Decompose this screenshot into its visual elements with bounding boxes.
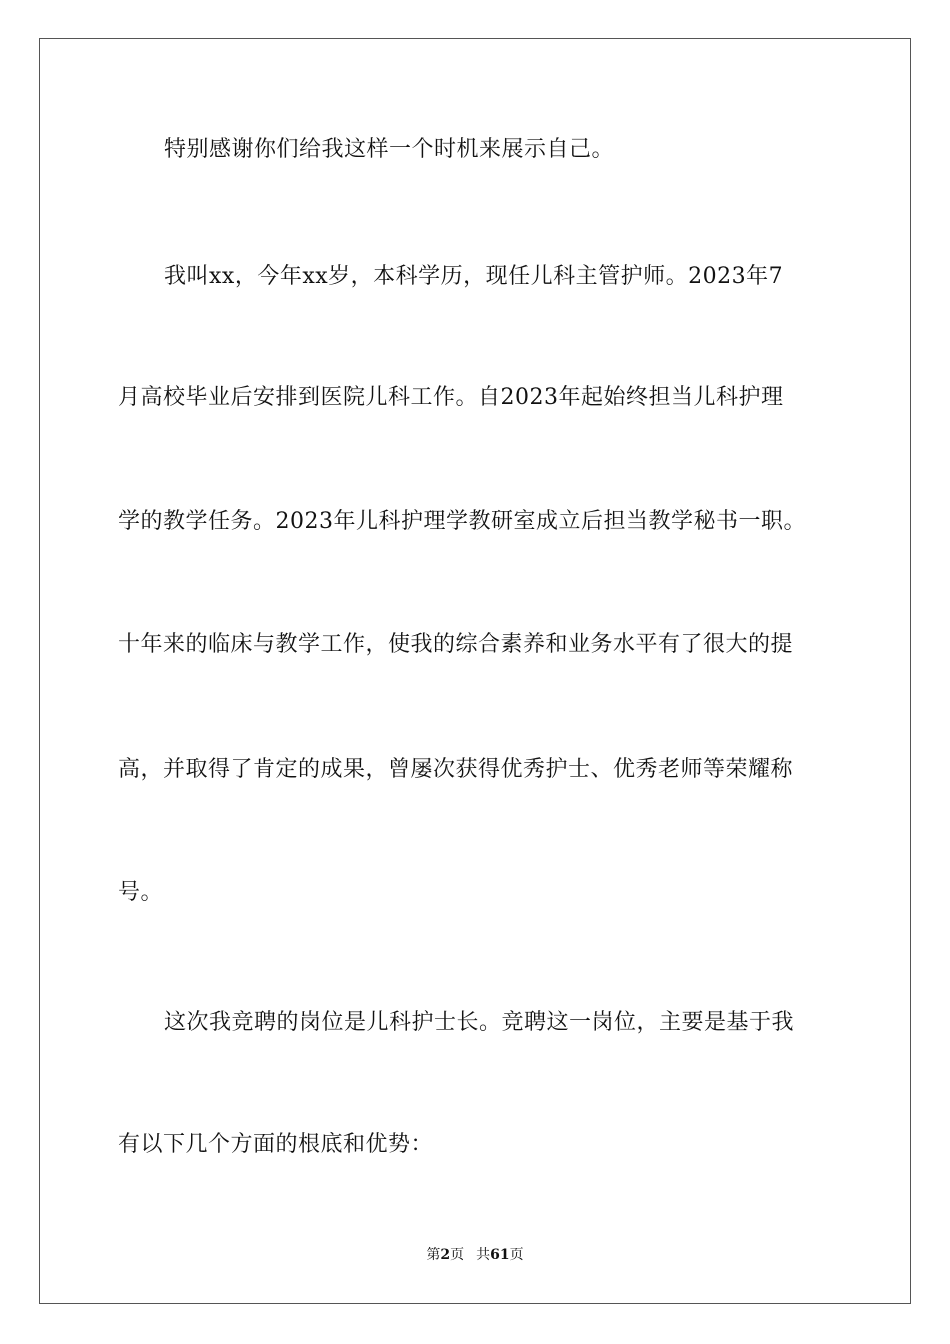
paragraph-line: 月高校毕业后安排到医院儿科工作。自2023年起始终担当儿科护理 — [118, 385, 784, 410]
paragraph-line: 我叫xx，今年xx岁，本科学历，现任儿科主管护师。2023年7 — [164, 264, 784, 289]
page-number: 2 — [440, 1247, 451, 1263]
paragraph-line: 十年来的临床与教学工作，使我的综合素养和业务水平有了很大的提 — [118, 632, 794, 657]
paragraph-line: 这次我竞聘的岗位是儿科护士长。竞聘这一岗位，主要是基于我 — [164, 1010, 795, 1035]
paragraph-line: 高，并取得了肯定的成果，曾屡次获得优秀护士、优秀老师等荣耀称 — [118, 757, 794, 782]
page-border — [39, 38, 911, 1304]
total-prefix: 共 — [476, 1247, 491, 1263]
paragraph-line: 学的教学任务。2023年儿科护理学教研室成立后担当教学秘书一职。 — [118, 509, 806, 534]
paragraph-line: 特别感谢你们给我这样一个时机来展示自己。 — [164, 137, 615, 162]
paragraph-line: 有以下几个方面的根底和优势： — [118, 1132, 434, 1157]
paragraph-line: 号。 — [118, 880, 164, 905]
page-footer — [0, 1245, 950, 1265]
total-suffix: 页 — [509, 1247, 524, 1263]
page-suffix: 页 — [450, 1247, 465, 1263]
page-prefix: 第 — [426, 1247, 441, 1263]
total-pages: 61 — [490, 1247, 510, 1263]
